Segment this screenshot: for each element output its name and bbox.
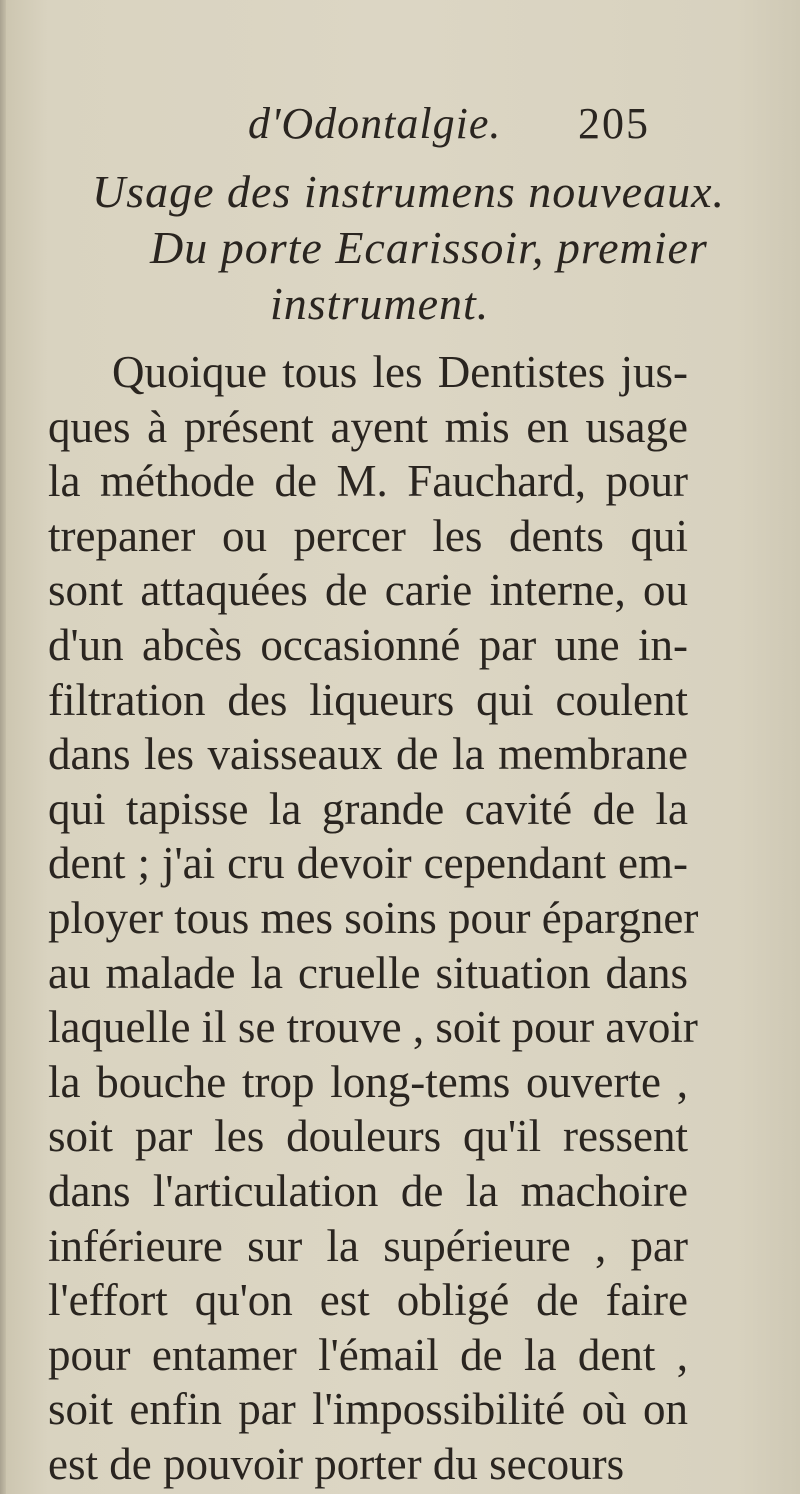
text-line: dans l'articulation de la machoire [48, 1165, 688, 1216]
page-gutter-shadow [0, 0, 6, 1494]
text-line: d'un abcès occasionné par une in- [48, 619, 688, 670]
text-line: au malade la cruelle situation dans [48, 947, 688, 998]
body-paragraph [48, 345, 699, 1491]
running-title: d'Odontalgie. [248, 99, 502, 148]
section-heading-line: instrument. [270, 278, 490, 329]
section-heading-line: Usage des instrumens nouveaux. [92, 166, 726, 217]
text-line: soit par les douleurs qu'il ressent [48, 1111, 688, 1162]
text-line: laquelle il se trouve , soit pour avoir [48, 1002, 698, 1053]
text-line: ployer tous mes soins pour épargner [48, 892, 699, 943]
text-line: sont attaquées de carie interne, ou [48, 565, 688, 616]
text-line: soit enfin par l'impossibilité où on [48, 1384, 688, 1435]
text-line: la méthode de M. Fauchard, pour [48, 456, 688, 507]
text-line: filtration des liqueurs qui coulent [48, 674, 688, 725]
text-line: dans les vaisseaux de la membrane [48, 729, 688, 780]
text-line: qui tapisse la grande cavité de la [48, 783, 688, 834]
text-line: dent ; j'ai cru devoir cependant em- [48, 838, 688, 889]
section-heading-line: Du porte Ecarissoir, premier [150, 222, 708, 273]
text-line: est de pouvoir porter du secours [48, 1438, 625, 1489]
text-line: l'effort qu'on est obligé de faire [48, 1275, 688, 1326]
text-line: ques à présent ayent mis en usage [48, 401, 688, 452]
text-line: inférieure sur la supérieure , par [48, 1220, 688, 1271]
text-line: pour entamer l'émail de la dent , [48, 1329, 688, 1380]
text-line: Quoique tous les Dentistes jus- [112, 347, 688, 397]
text-line: la bouche trop long-tems ouverte , [48, 1056, 688, 1107]
text-line: trepaner ou percer les dents qui [48, 510, 688, 561]
page-number: 205 [578, 99, 650, 148]
page-header [0, 98, 800, 158]
